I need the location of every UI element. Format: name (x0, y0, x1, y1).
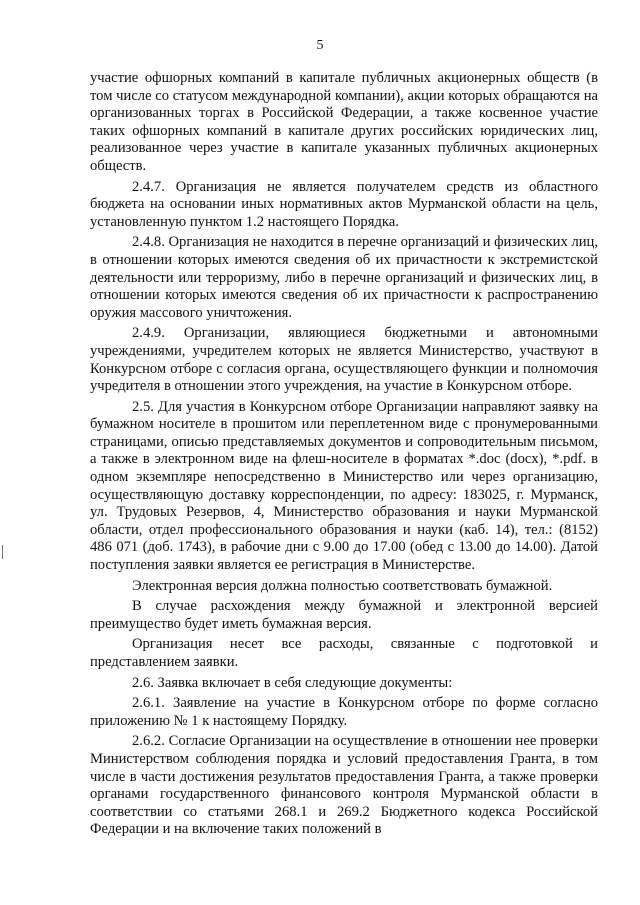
paragraph: участие офшорных компаний в капитале публичных акционерных обществ (в том числе со статусом международной компании), акции которых обращаются на организованных торгах в Российской Федерации, а также косвенное участие таких офшорных компаний в капитале других российских юридических лиц, реализованное через участие в капитале указанных публичных акционерных обществ. (90, 70, 598, 174)
body-text (90, 70, 598, 842)
paragraph: Электронная версия должна полностью соответствовать бумажной. (132, 577, 553, 594)
margin-mark (2, 545, 3, 559)
paragraph: 2.4.9. Организации, являющиеся бюджетными и автономными учреждениями, учредителем которых не является Министерство, участвуют в Конкурсном отборе с согласия органа, осуществляющего функции и полномочия учредителя в отношении этого учреждения, на участие в Конкурсном отборе. (90, 325, 598, 395)
paragraph: 2.4.7. Организация не является получателем средств из областного бюджета на основании иных нормативных актов Мурманской области на цель, установленную пунктом 1.2 настоящего Порядка. (90, 178, 598, 230)
paragraph: 2.5. Для участия в Конкурсном отборе Организации направляют заявку на бумажном носителе в прошитом или переплетенном виде с пронумерованными страницами, описью представляемых документов и сопроводительным письмом, а также в электронном виде на флеш-носителе в форматах *.doc (docx), *.pdf. в одном экземпляре непосредственно в Министерство или через организацию, осуществляющую доставку корреспонденции, по адресу: 183025, г. Мурманск, ул. Трудовых Резервов, 4, Министерство образования и науки Мурманской области, отдел профессионального образования и науки (каб. 14), тел.: (8152) 486 071 (доб. 1743), в рабочие дни с 9.00 до 17.00 (обед с 13.00 до 14.00). Датой поступления заявки является ее регистрация в Министерстве. (90, 398, 598, 574)
paragraph: 2.4.8. Организация не находится в перечне организаций и физических лиц, в отношении которых имеются сведения об их причастности к экстремистской деятельности или терроризму, либо в перечне организаций и физических лиц, в отношении которых имеются сведения об их причастности к распространению оружия массового уничтожения. (90, 234, 598, 321)
paragraph: 2.6.1. Заявление на участие в Конкурсном отборе по форме согласно приложению № 1 к настоящему Порядку. (90, 695, 598, 729)
paragraph: Организация несет все расходы, связанные с подготовкой и представлением заявки. (90, 636, 598, 670)
page-number: 5 (316, 38, 324, 53)
paragraph: В случае расхождения между бумажной и электронной версией преимущество будет иметь бумажная версия. (90, 598, 598, 632)
paragraph: 2.6.2. Согласие Организации на осуществление в отношении нее проверки Министерством соблюдения порядка и условий предоставления Гранта, в том числе в части достижения результатов предоставления Гранта, а также проверки органами государственного финансового контроля Мурманской области в соответствии со статьями 268.1 и 269.2 Бюджетного кодекса Российской Федерации и на включение таких положений в (90, 733, 598, 838)
paragraph: 2.6. Заявка включает в себя следующие документы: (132, 674, 453, 691)
